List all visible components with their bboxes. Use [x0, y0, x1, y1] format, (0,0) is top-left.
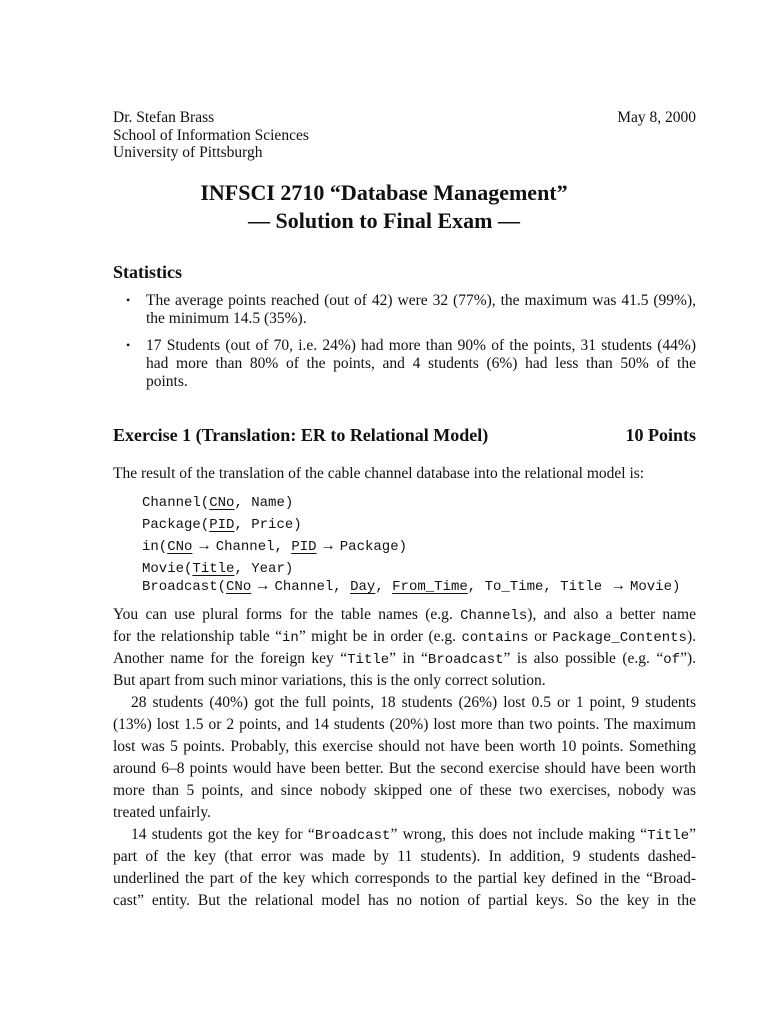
- key-attribute: From_Time: [392, 579, 468, 595]
- bullet-icon: •: [126, 338, 131, 352]
- text-line: [146, 355, 696, 373]
- key-attribute: PID: [209, 517, 235, 533]
- statistics-heading: Statistics: [113, 262, 182, 282]
- text: ”: [689, 826, 697, 843]
- text-line: [146, 310, 696, 328]
- text-line: [113, 760, 696, 778]
- code-text: in: [282, 630, 299, 646]
- text: But apart from such minor variations, this is the only correct solution.: [113, 672, 546, 689]
- key-attribute: Day: [350, 579, 376, 595]
- text: underlined the part of the key which corresponds to the partial key defined in the “Broad-: [113, 870, 696, 887]
- text: 17 Students (out of 70, i.e. 24%) had more than 90% of the points, 31 students (44%): [146, 337, 696, 354]
- text: ”).: [680, 650, 696, 667]
- code-text: Channel,: [274, 579, 351, 595]
- author-university: University of Pittsburgh: [113, 144, 263, 161]
- code-text: , Year): [234, 561, 294, 577]
- text-line: [146, 337, 696, 355]
- code-text: Title: [347, 652, 390, 668]
- code-text: , To_Time, Title: [467, 579, 611, 595]
- relation-schema-line: [142, 515, 725, 534]
- code-text: Package(: [142, 517, 210, 533]
- text: ” in “: [389, 650, 428, 667]
- text: (13%) lost 1.5 or 2 points, and 14 students (20%) lost more than two points. The maximum: [113, 716, 696, 733]
- text-line: [146, 292, 696, 310]
- code-text: of: [663, 652, 681, 668]
- document-date: May 8, 2000: [617, 109, 696, 126]
- text-line: [113, 782, 696, 800]
- bullet-icon: •: [126, 293, 131, 307]
- code-text: Channel(: [142, 495, 210, 511]
- text: ), and also a better name: [527, 606, 696, 623]
- text-line: [113, 606, 696, 625]
- text-line: [113, 804, 696, 822]
- text: around 6–8 points would have been better. But the second exercise should have been worth: [113, 760, 696, 777]
- text: The average points reached (out of 42) were 32 (77%), the maximum was 41.5 (99%),: [146, 292, 696, 309]
- code-text: Broadcast: [427, 652, 504, 668]
- text-line: [113, 716, 696, 734]
- document-subtitle: — Solution to Final Exam —: [248, 208, 520, 233]
- code-text: Channels: [460, 608, 528, 624]
- code-text: Movie(: [142, 561, 193, 577]
- text: 28 students (40%) got the full points, 18 students (26%) lost 0.5 or 1 point, 9 students: [131, 694, 696, 711]
- text: →: [610, 577, 630, 594]
- key-attribute: CNo: [226, 579, 252, 595]
- text: part of the key (that error was made by 11 students). In addition, 9 students dashed-: [113, 848, 696, 865]
- text: You can use plural forms for the table names (e.g.: [113, 606, 461, 623]
- exercise1-points: 10 Points: [625, 425, 696, 445]
- text-line: [146, 373, 696, 391]
- key-attribute: PID: [291, 539, 317, 555]
- text-line: [131, 694, 696, 712]
- text-line: [113, 892, 696, 910]
- code-text: Broadcast: [314, 828, 391, 844]
- text-line: [113, 628, 696, 647]
- text: →: [251, 577, 275, 594]
- code-text: Broadcast(: [142, 579, 227, 595]
- text: cast” entity. But the relational model has no notion of partial keys. So the key in the: [113, 892, 696, 909]
- author-name: Dr. Stefan Brass: [113, 109, 215, 126]
- text-line: [113, 870, 696, 888]
- text: ” wrong, this does not include making “: [390, 826, 648, 843]
- exercise1-heading: Exercise 1 (Translation: ER to Relational Model): [113, 425, 489, 445]
- code-text: Title: [647, 828, 690, 844]
- key-attribute: Title: [192, 561, 235, 577]
- text: for the relationship table “: [113, 628, 282, 645]
- relation-schema-line: [142, 577, 725, 596]
- text: ).: [686, 628, 696, 645]
- text-line: [113, 848, 696, 866]
- text-line: [113, 672, 696, 690]
- code-text: contains: [461, 630, 529, 646]
- document-title: INFSCI 2710 “Database Management”: [200, 180, 568, 205]
- author-school: School of Information Sciences: [113, 127, 309, 144]
- text-line: [113, 465, 696, 483]
- text: →: [316, 537, 340, 554]
- code-text: , Price): [234, 517, 302, 533]
- text: lost was 5 points. Probably, this exercise should not have been worth 10 points. Something: [113, 738, 696, 755]
- code-text: Movie): [629, 579, 681, 595]
- text: more than 5 points, and since nobody skipped one of these two exercises, nobody was: [113, 782, 696, 799]
- relation-schema-line: [142, 537, 725, 556]
- code-text: Package_Contents: [552, 630, 687, 646]
- text: ” might be in order (e.g.: [298, 628, 462, 645]
- key-attribute: CNo: [167, 539, 193, 555]
- code-text: in(: [142, 539, 168, 555]
- text: had more than 80% of the points, and 4 students (6%) had less than 50% of the: [146, 355, 696, 372]
- text: 14 students got the key for “: [131, 826, 315, 843]
- text: treated unfairly.: [113, 804, 211, 821]
- code-text: ,: [375, 579, 393, 595]
- text: points.: [146, 373, 188, 390]
- text-line: [113, 650, 696, 669]
- text: →: [192, 537, 216, 554]
- text: or: [528, 628, 553, 645]
- text-line: [113, 738, 696, 756]
- text: ” is also possible (e.g. “: [503, 650, 664, 667]
- text: the minimum 14.5 (35%).: [146, 310, 307, 327]
- text-line: [131, 826, 696, 845]
- key-attribute: CNo: [209, 495, 235, 511]
- code-text: Channel,: [215, 539, 292, 555]
- code-text: Package): [339, 539, 407, 555]
- relation-schema-line: [142, 493, 725, 512]
- code-text: , Name): [234, 495, 294, 511]
- text: The result of the translation of the cable channel database into the relational model is:: [113, 465, 645, 482]
- text: Another name for the foreign key “: [113, 650, 348, 667]
- relation-schema-line: [142, 559, 725, 578]
